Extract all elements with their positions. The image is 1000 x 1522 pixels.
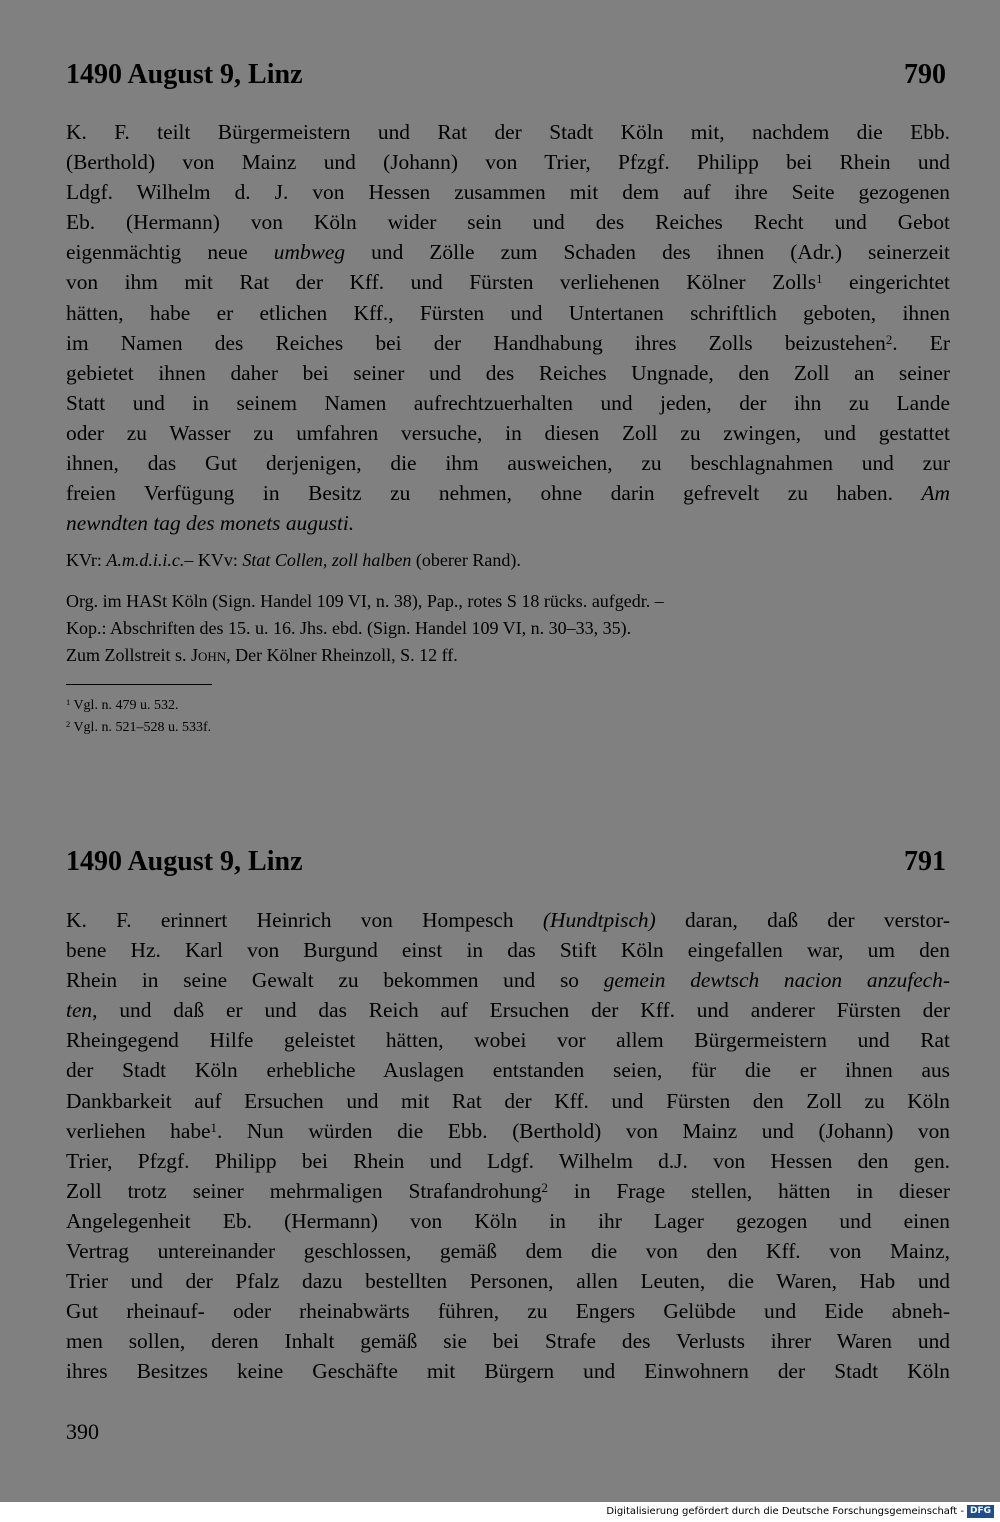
regest-line: Dankbarkeit auf Ersuchen und mit Rat der Kff. und Fürsten den Zoll zu Köln — [66, 1088, 950, 1113]
regest-line: K. F. teilt Bürgermeistern und Rat der Stadt Köln mit, nachdem die Ebb. — [66, 120, 950, 144]
digitization-credit — [606, 1504, 994, 1520]
regest-line: von ihm mit Rat der Kff. und Fürsten verliehenen Kölner Zolls$^1$ eingerichtet — [66, 270, 950, 295]
regest-line: freien Verfügung in Besitz zu nehmen, ohne darin gefrevelt zu haben. Am — [66, 481, 950, 506]
entry-790-regest — [66, 117, 950, 538]
regest-line: Rhein in seine Gewalt zu bekommen und so gemein dewtsch nacion anzufech- — [66, 968, 950, 993]
regest-line: Eb. (Hermann) von Köln wider sein und des Reiches Recht und Gebot — [66, 210, 950, 235]
entry-790-heading — [66, 55, 950, 95]
quoted-term: umbweg — [273, 240, 346, 265]
regest-line: Gut rheinauf- oder rheinabwärts führen, zu Engers Gelübde und Eide abneh- — [66, 1299, 950, 1324]
quoted-term: newndten tag des monets augusti. — [66, 511, 355, 536]
regest-line: gebietet ihnen daher bei seiner und des Reiches Ungnade, den Zoll an seiner — [66, 360, 950, 385]
regest-line: Trier, Pfzgf. Philipp bei Rhein und Ldgf. Wilhelm d.J. von Hessen den gen. — [66, 1148, 950, 1173]
source-line: Org. im HASt Köln (Sign. Handel 109 VI, n. 38), Pap., rotes S 18 rücks. aufgedr. – — [66, 591, 664, 611]
regest-line: bene Hz. Karl von Burgund einst in das Stift Köln eingefallen war, um den — [66, 938, 950, 963]
footnote-mark: 1 — [66, 698, 71, 708]
regest-line: oder zu Wasser zu umfahren versuche, in diesen Zoll zu zwingen, und gestattet — [66, 420, 950, 445]
page-number: 390 — [66, 1419, 99, 1444]
regest-line: K. F. erinnert Heinrich von Hompesch (Hundtpisch) daran, daß der verstor- — [66, 908, 950, 932]
regest-line: eigenmächtig neue umbweg und Zölle zum Schaden des ihnen (Adr.) seinerzeit — [66, 240, 950, 265]
regest-line: Trier und der Pfalz dazu bestellten Personen, allen Leuten, die Waren, Hab und — [66, 1269, 950, 1294]
regest-line: Zoll trotz seiner mehrmaligen Strafandrohung$^2$ in Frage stellen, hätten in dieser — [66, 1178, 950, 1203]
endorsement-note: KVr: A.m.d.i.i.c.– KVv: Stat Collen, zoll halben (oberer Rand). — [66, 550, 521, 570]
footnote-divider — [66, 684, 212, 685]
regest-line: verliehen habe$^1$. Nun würden die Ebb. (Berthold) von Mainz und (Johann) von — [66, 1118, 950, 1143]
regest-line: im Namen des Reiches bei der Handhabung ihres Zolls beizustehen$^2$. Er — [66, 330, 950, 355]
regest-line: Angelegenheit Eb. (Hermann) von Köln in ihr Lager gezogen und einen — [66, 1208, 950, 1233]
footnote: $^2$ Vgl. n. 521–528 u. 533f. — [66, 720, 212, 735]
entry-791-date: 1490 August 9, Linz — [66, 846, 303, 877]
footnote-mark: 2 — [66, 720, 71, 730]
footnote-ref: 2 — [541, 1181, 548, 1196]
footnote-ref: 2 — [885, 332, 893, 347]
regest-line: hätten, habe er etlichen Kff., Fürsten und Untertanen schriftlich geboten, ihnen — [66, 300, 950, 325]
entry-791-regest — [66, 905, 950, 1387]
quoted-term: (Hundtpisch) — [542, 908, 656, 932]
source-line: Zum Zollstreit s. John, Der Kölner Rheinzoll, S. 12 ff. — [66, 645, 458, 665]
footnote-ref: 1 — [816, 272, 823, 287]
footnote: $^1$ Vgl. n. 479 u. 532. — [66, 698, 179, 713]
regest-line: Rheingegend Hilfe geleistet hätten, wobei vor allem Bürgermeistern und Rat — [66, 1028, 950, 1053]
credit-text: Digitalisierung gefördert durch die Deutsche Forschungsgemeinschaft - — [606, 1506, 964, 1517]
regest-line: ihnen, das Gut derjenigen, die ihm ausweichen, zu beschlagnahmen und zur — [66, 451, 950, 476]
dfg-logo: DFG — [967, 1505, 994, 1518]
author-name: John — [191, 645, 227, 665]
regest-line: Ldgf. Wilhelm d. J. von Hessen zusammen mit dem auf ihre Seite gezogenen — [66, 180, 950, 205]
regest-line: men sollen, deren Inhalt gemäß sie bei Strafe des Verlusts ihrer Waren und — [66, 1329, 950, 1354]
source-line: Kop.: Abschriften des 15. u. 16. Jhs. ebd. (Sign. Handel 109 VI, n. 30–33, 35). — [66, 618, 632, 638]
regest-line: Vertrag untereinander geschlossen, gemäß dem die von den Kff. von Mainz, — [66, 1239, 950, 1264]
entry-790-date: 1490 August 9, Linz — [66, 59, 303, 90]
regest-line: (Berthold) von Mainz und (Johann) von Trier, Pfzgf. Philipp bei Rhein und — [66, 150, 950, 175]
footnote-ref: 1 — [210, 1120, 217, 1135]
regest-line — [66, 508, 950, 538]
quoted-term: gemein dewtsch nacion anzufech- — [603, 968, 950, 993]
entry-791-heading — [66, 842, 950, 882]
regest-line: der Stadt Köln erhebliche Auslagen entstanden seien, für die er ihnen aus — [66, 1058, 950, 1083]
entry-791-number: 791 — [904, 846, 946, 877]
regest-line: Statt und in seinem Namen aufrechtzuerhalten und jeden, der ihn zu Lande — [66, 390, 950, 415]
entry-790-number: 790 — [904, 59, 946, 90]
regest-line: ihres Besitzes keine Geschäfte mit Bürgern und Einwohnern der Stadt Köln — [66, 1359, 950, 1384]
quoted-term: ten — [66, 998, 93, 1023]
quoted-term: Am — [921, 481, 950, 506]
regest-line: ten, und daß er und das Reich auf Ersuchen der Kff. und anderer Fürsten der — [66, 998, 950, 1023]
